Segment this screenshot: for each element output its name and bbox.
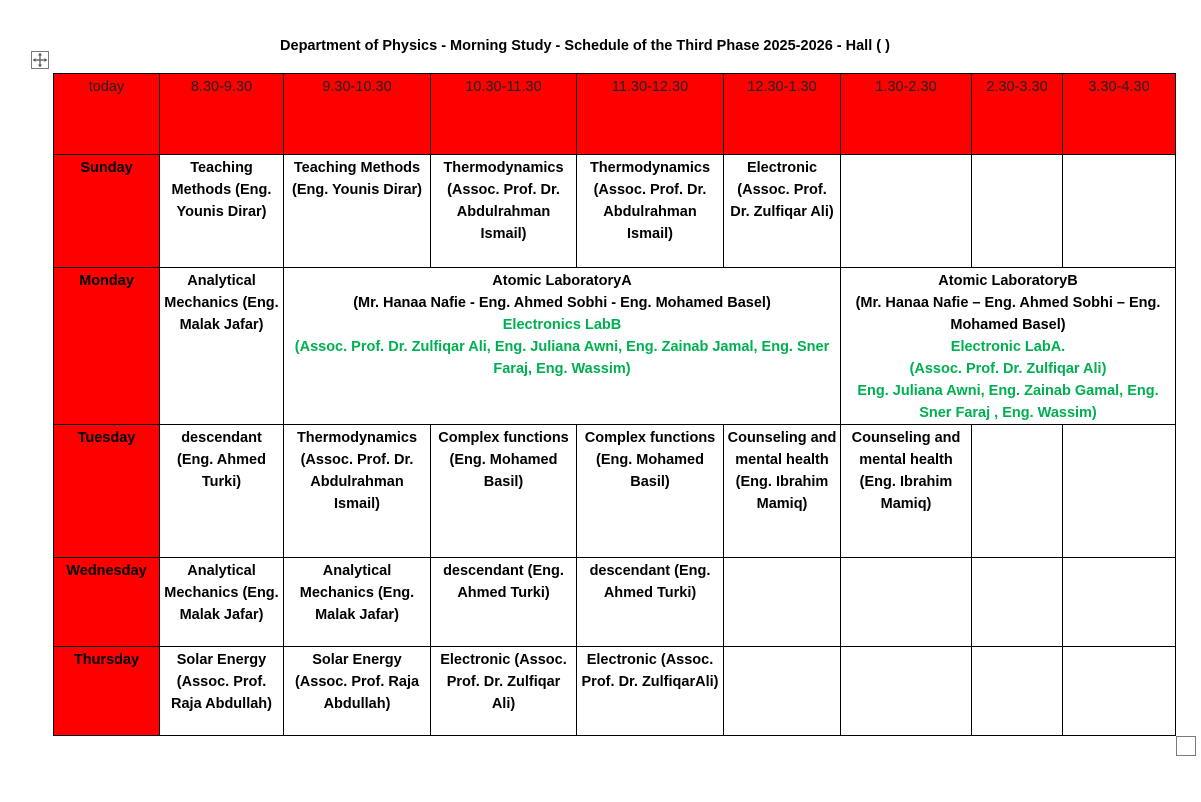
header-day-label: today bbox=[54, 74, 160, 155]
header-slot: 9.30-10.30 bbox=[284, 74, 431, 155]
header-slot: 11.30-12.30 bbox=[577, 74, 724, 155]
class-cell: Complex functions (Eng. Mohamed Basil) bbox=[431, 425, 577, 558]
class-cell: Electronic (Assoc. Prof. Dr. ZulfiqarAli) bbox=[577, 647, 724, 736]
class-cell: Electronic (Assoc. Prof. Dr. Zulfiqar Ali) bbox=[724, 155, 841, 268]
class-cell: Analytical Mechanics (Eng. Malak Jafar) bbox=[284, 558, 431, 647]
lab-title: Atomic LaboratoryB bbox=[938, 273, 1078, 289]
header-slot: 3.30-4.30 bbox=[1063, 74, 1176, 155]
class-cell: descendant (Eng. Ahmed Turki) bbox=[431, 558, 577, 647]
lab-title: Atomic LaboratoryA bbox=[492, 273, 632, 289]
empty-cell bbox=[841, 647, 972, 736]
empty-cell bbox=[972, 558, 1063, 647]
class-cell: descendant (Eng. Ahmed Turki) bbox=[160, 425, 284, 558]
day-cell-wednesday: Wednesday bbox=[54, 558, 160, 647]
row-tuesday bbox=[54, 425, 1176, 558]
class-cell: Solar Energy (Assoc. Prof. Raja Abdullah) bbox=[284, 647, 431, 736]
empty-cell bbox=[1063, 647, 1176, 736]
class-cell: Solar Energy (Assoc. Prof. Raja Abdullah) bbox=[160, 647, 284, 736]
lab-staff: (Mr. Hanaa Nafie – Eng. Ahmed Sobhi – Eng. Mohamed Basel) bbox=[855, 295, 1161, 333]
lab-staff-green: (Assoc. Prof. Dr. Zulfiqar Ali) bbox=[909, 361, 1107, 377]
empty-cell bbox=[1063, 155, 1176, 268]
lab-cell-atomic-b bbox=[841, 268, 1176, 425]
row-thursday bbox=[54, 647, 1176, 736]
empty-cell bbox=[841, 558, 972, 647]
row-monday bbox=[54, 268, 1176, 425]
header-row bbox=[54, 74, 1176, 155]
row-sunday bbox=[54, 155, 1176, 268]
class-cell: Analytical Mechanics (Eng. Malak Jafar) bbox=[160, 558, 284, 647]
day-cell-sunday: Sunday bbox=[54, 155, 160, 268]
day-cell-tuesday: Tuesday bbox=[54, 425, 160, 558]
class-cell: Thermodynamics (Assoc. Prof. Dr. Abdulrahman Ismail) bbox=[284, 425, 431, 558]
day-cell-thursday: Thursday bbox=[54, 647, 160, 736]
header-slot: 10.30-11.30 bbox=[431, 74, 577, 155]
class-cell: Counseling and mental health (Eng. Ibrahim Mamiq) bbox=[724, 425, 841, 558]
move-arrows-icon bbox=[32, 52, 48, 68]
lab-staff-green: Eng. Juliana Awni, Eng. Zainab Gamal, Eng. Sner Faraj , Eng. Wassim) bbox=[857, 383, 1159, 421]
row-wednesday bbox=[54, 558, 1176, 647]
lab-cell-atomic-a bbox=[284, 268, 841, 425]
lab-title-green: Electronics LabB bbox=[502, 317, 622, 333]
empty-cell bbox=[841, 155, 972, 268]
empty-cell bbox=[972, 425, 1063, 558]
class-cell: Thermodynamics (Assoc. Prof. Dr. Abdulrahman Ismail) bbox=[431, 155, 577, 268]
header-slot: 12.30-1.30 bbox=[724, 74, 841, 155]
header-slot: 8.30-9.30 bbox=[160, 74, 284, 155]
class-cell: Teaching Methods (Eng. Younis Dirar) bbox=[160, 155, 284, 268]
header-slot: 2.30-3.30 bbox=[972, 74, 1063, 155]
schedule-table bbox=[53, 73, 1176, 736]
class-cell: Thermodynamics (Assoc. Prof. Dr. Abdulrahman Ismail) bbox=[577, 155, 724, 268]
page-title: Department of Physics - Morning Study - Schedule of the Third Phase 2025-2026 - Hall ( ) bbox=[280, 38, 890, 54]
class-cell: Analytical Mechanics (Eng. Malak Jafar) bbox=[160, 268, 284, 425]
class-cell: Teaching Methods (Eng. Younis Dirar) bbox=[284, 155, 431, 268]
empty-cell bbox=[972, 647, 1063, 736]
lab-title-green: Electronic LabA. bbox=[950, 339, 1066, 355]
empty-cell bbox=[972, 155, 1063, 268]
class-cell: Complex functions (Eng. Mohamed Basil) bbox=[577, 425, 724, 558]
header-slot: 1.30-2.30 bbox=[841, 74, 972, 155]
class-cell: descendant (Eng. Ahmed Turki) bbox=[577, 558, 724, 647]
class-cell: Electronic (Assoc. Prof. Dr. Zulfiqar Ali) bbox=[431, 647, 577, 736]
empty-cell bbox=[1063, 425, 1176, 558]
empty-cell bbox=[724, 558, 841, 647]
empty-cell bbox=[724, 647, 841, 736]
class-cell: Counseling and mental health (Eng. Ibrahim Mamiq) bbox=[841, 425, 972, 558]
table-resize-handle[interactable] bbox=[1176, 736, 1196, 756]
day-cell-monday: Monday bbox=[54, 268, 160, 425]
lab-staff: (Mr. Hanaa Nafie - Eng. Ahmed Sobhi - Eng. Mohamed Basel) bbox=[353, 295, 771, 311]
table-move-handle[interactable] bbox=[31, 51, 49, 69]
lab-staff-green: (Assoc. Prof. Dr. Zulfiqar Ali, Eng. Juliana Awni, Eng. Zainab Jamal, Eng. Sner Faraj, Eng. Wassim) bbox=[294, 339, 830, 377]
empty-cell bbox=[1063, 558, 1176, 647]
